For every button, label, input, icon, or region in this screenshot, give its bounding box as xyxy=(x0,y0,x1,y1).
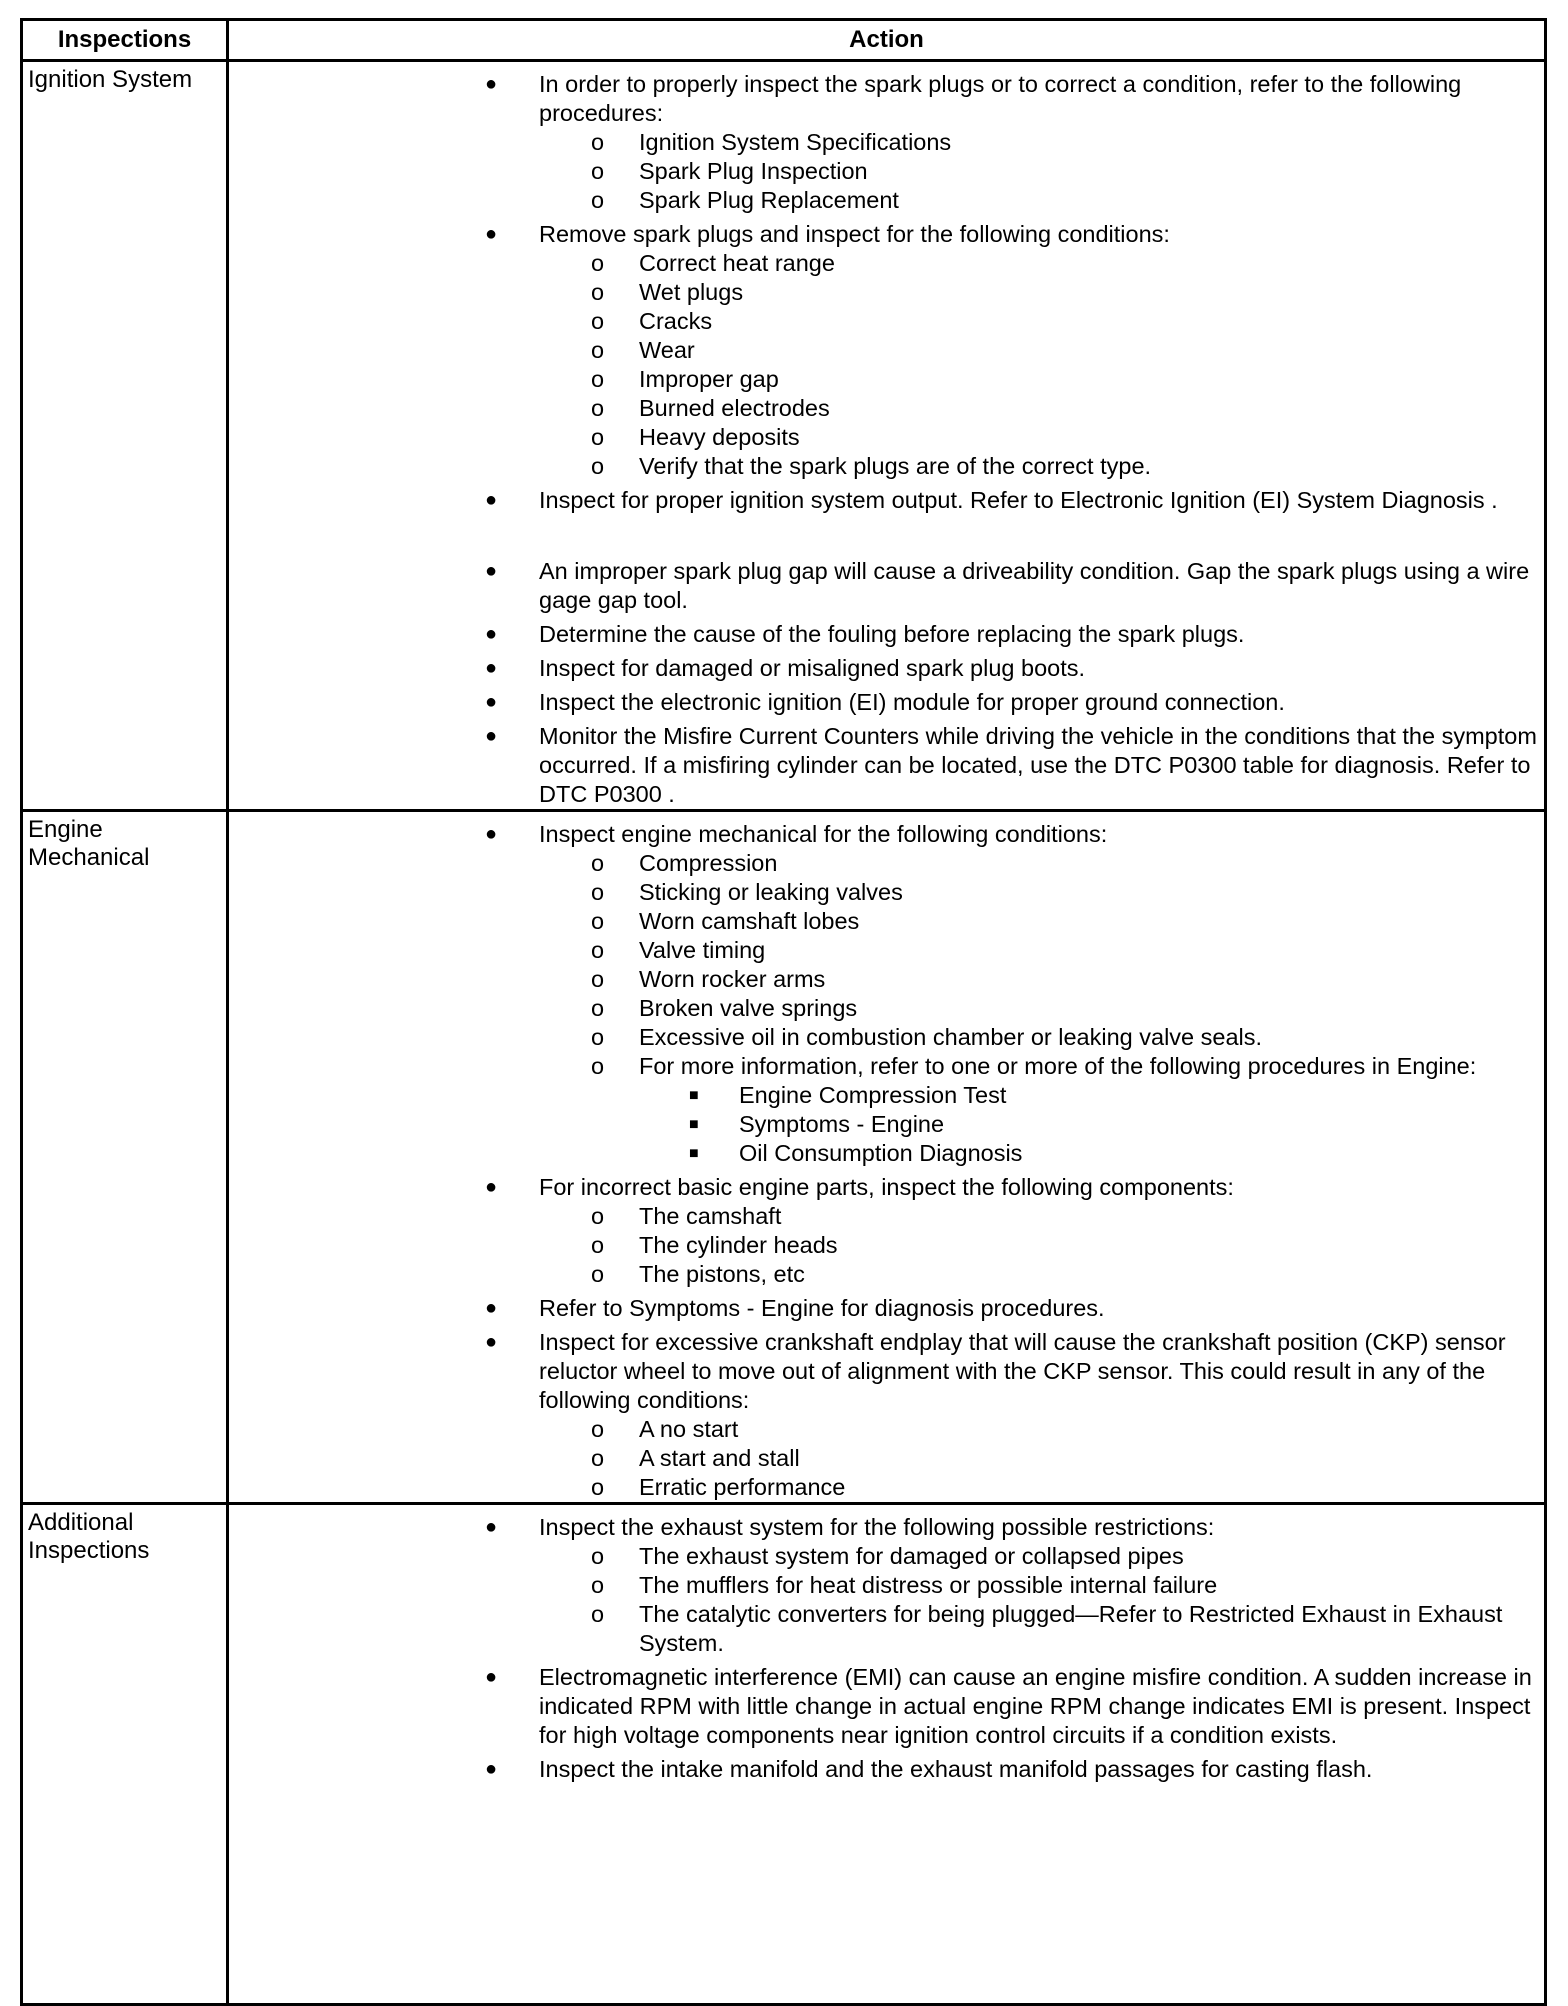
list-item xyxy=(229,688,1540,717)
circle-bullet-icon: o xyxy=(591,158,605,184)
circle-bullet-icon: o xyxy=(591,850,605,876)
list-item-text: Inspect the intake manifold and the exhaust manifold passages for casting flash. xyxy=(539,1756,1373,1782)
list-item-text: Inspect for excessive crankshaft endplay that will cause the crankshaft position (CKP) sensor reluctor wheel to move out of alignment with the CKP sensor. This could result in any of the following conditions: xyxy=(539,1329,1506,1413)
circle-bullet-icon: o xyxy=(591,337,605,363)
bullet-icon: ● xyxy=(485,73,498,95)
list-item xyxy=(229,423,1540,452)
circle-bullet-icon: o xyxy=(591,395,605,421)
list-item xyxy=(229,1473,1540,1502)
bullet-icon: ● xyxy=(485,1176,498,1198)
circle-bullet-icon: o xyxy=(591,1445,605,1471)
list-item-text: Spark Plug Replacement xyxy=(639,187,899,213)
circle-bullet-icon: o xyxy=(591,250,605,276)
circle-bullet-icon: o xyxy=(591,1572,605,1598)
list-item xyxy=(229,1571,1540,1600)
inspection-table xyxy=(20,18,1547,2006)
list-item-text: Inspect for proper ignition system output. Refer to Electronic Ignition (EI) System Diagnosis . xyxy=(539,487,1498,513)
table-row xyxy=(22,1504,1546,2005)
list-item-text: Wet plugs xyxy=(639,279,744,305)
list-item xyxy=(229,1231,1540,1260)
action-cell xyxy=(228,1504,1546,2005)
list-item-text: In order to properly inspect the spark plugs or to correct a condition, refer to the following procedures: xyxy=(539,71,1462,126)
circle-bullet-icon: o xyxy=(591,879,605,905)
list-item-text: An improper spark plug gap will cause a driveability condition. Gap the spark plugs using a wire gage gap tool. xyxy=(539,558,1530,613)
table-row xyxy=(22,61,1546,811)
square-bullet-icon: ■ xyxy=(689,1087,699,1104)
table-body xyxy=(22,61,1546,2005)
list-item xyxy=(229,820,1540,849)
circle-bullet-icon: o xyxy=(591,1053,605,1079)
list-item xyxy=(229,365,1540,394)
list-item-text: Oil Consumption Diagnosis xyxy=(739,1140,1023,1166)
list-item xyxy=(229,1023,1540,1052)
list-item-text: A no start xyxy=(639,1416,739,1442)
circle-bullet-icon: o xyxy=(591,1601,605,1627)
action-cell xyxy=(228,811,1546,1504)
bullet-icon: ● xyxy=(485,725,498,747)
list-item xyxy=(229,128,1540,157)
inspection-cell: Ignition System xyxy=(22,61,228,811)
list-item-text: Spark Plug Inspection xyxy=(639,158,868,184)
list-item-text: Erratic performance xyxy=(639,1474,846,1500)
list-item xyxy=(229,220,1540,249)
action-cell xyxy=(228,61,1546,811)
list-item xyxy=(229,1444,1540,1473)
list-item xyxy=(229,1052,1540,1081)
list-item xyxy=(229,70,1540,128)
circle-bullet-icon: o xyxy=(591,995,605,1021)
list-item-text: Engine Compression Test xyxy=(739,1082,1007,1108)
list-item-text: Improper gap xyxy=(639,366,779,392)
list-item-text: The mufflers for heat distress or possible internal failure xyxy=(639,1572,1218,1598)
circle-bullet-icon: o xyxy=(591,1024,605,1050)
list-item-text: Cracks xyxy=(639,308,713,334)
bullet-icon: ● xyxy=(485,823,498,845)
list-item-text: Correct heat range xyxy=(639,250,835,276)
bullet-icon: ● xyxy=(485,1516,498,1538)
list-item xyxy=(229,249,1540,278)
list-item-text: Burned electrodes xyxy=(639,395,830,421)
list-item xyxy=(229,157,1540,186)
circle-bullet-icon: o xyxy=(591,908,605,934)
list-item xyxy=(229,452,1540,481)
list-item xyxy=(229,1139,1540,1168)
list-item-text: Broken valve springs xyxy=(639,995,858,1021)
bullet-icon: ● xyxy=(485,1758,498,1780)
list-item xyxy=(229,307,1540,336)
list-item xyxy=(229,1600,1540,1658)
list-item-text: Verify that the spark plugs are of the correct type. xyxy=(639,453,1152,479)
circle-bullet-icon: o xyxy=(591,366,605,392)
list-item-text: Excessive oil in combustion chamber or leaking valve seals. xyxy=(639,1024,1263,1050)
list-item-text: Worn rocker arms xyxy=(639,966,826,992)
list-item xyxy=(229,1081,1540,1110)
list-item xyxy=(229,1663,1540,1750)
list-item xyxy=(229,1513,1540,1542)
list-item-text: A start and stall xyxy=(639,1445,800,1471)
list-item-text: Compression xyxy=(639,850,778,876)
list-item xyxy=(229,878,1540,907)
list-item xyxy=(229,965,1540,994)
bullet-icon: ● xyxy=(485,223,498,245)
list-item-text: Inspect engine mechanical for the following conditions: xyxy=(539,821,1108,847)
list-item xyxy=(229,722,1540,809)
bullet-icon: ● xyxy=(485,1297,498,1319)
bullet-icon: ● xyxy=(485,1666,498,1688)
circle-bullet-icon: o xyxy=(591,1203,605,1229)
table-row xyxy=(22,811,1546,1504)
list-item-text: The exhaust system for damaged or collapsed pipes xyxy=(639,1543,1184,1569)
list-item-text: Inspect the exhaust system for the following possible restrictions: xyxy=(539,1514,1215,1540)
square-bullet-icon: ■ xyxy=(689,1116,699,1133)
inspection-cell: Engine Mechanical xyxy=(22,811,228,1504)
list-item xyxy=(229,278,1540,307)
list-item-text: Inspect the electronic ignition (EI) module for proper ground connection. xyxy=(539,689,1285,715)
table-header-row xyxy=(22,20,1546,61)
bullet-icon: ● xyxy=(485,489,498,511)
list-item-text: Ignition System Specifications xyxy=(639,129,952,155)
list-item-text: Refer to Symptoms - Engine for diagnosis procedures. xyxy=(539,1295,1105,1321)
bullet-icon: ● xyxy=(485,657,498,679)
circle-bullet-icon: o xyxy=(591,453,605,479)
bullet-icon: ● xyxy=(485,560,498,582)
list-item xyxy=(229,620,1540,649)
bullet-icon: ● xyxy=(485,1331,498,1353)
inspection-table-document xyxy=(20,18,1544,1794)
list-item-text: Inspect for damaged or misaligned spark plug boots. xyxy=(539,655,1086,681)
list-item xyxy=(229,336,1540,365)
list-item xyxy=(229,1542,1540,1571)
list-item-text: For incorrect basic engine parts, inspect the following components: xyxy=(539,1174,1234,1200)
list-item xyxy=(229,1110,1540,1139)
list-item xyxy=(229,1328,1540,1415)
list-item-text: Heavy deposits xyxy=(639,424,800,450)
circle-bullet-icon: o xyxy=(591,424,605,450)
list-item xyxy=(229,1202,1540,1231)
inspection-cell: Additional Inspections xyxy=(22,1504,228,2005)
circle-bullet-icon: o xyxy=(591,966,605,992)
list-item-text: Valve timing xyxy=(639,937,766,963)
list-item-text: Wear xyxy=(639,337,695,363)
list-item-text: The camshaft xyxy=(639,1203,782,1229)
list-item xyxy=(229,1260,1540,1289)
circle-bullet-icon: o xyxy=(591,1416,605,1442)
list-item-text: Remove spark plugs and inspect for the following conditions: xyxy=(539,221,1170,247)
circle-bullet-icon: o xyxy=(591,1261,605,1287)
circle-bullet-icon: o xyxy=(591,1474,605,1500)
list-item-text: Monitor the Misfire Current Counters while driving the vehicle in the conditions that the symptom occurred. If a misfiring cylinder can be located, use the DTC P0300 table for diagnosis. Refer to DTC P0300 . xyxy=(539,723,1537,807)
header-action: Action xyxy=(228,20,1546,61)
list-item xyxy=(229,486,1540,515)
circle-bullet-icon: o xyxy=(591,937,605,963)
circle-bullet-icon: o xyxy=(591,308,605,334)
list-item xyxy=(229,936,1540,965)
list-item xyxy=(229,1173,1540,1202)
circle-bullet-icon: o xyxy=(591,1543,605,1569)
list-item-text: Electromagnetic interference (EMI) can cause an engine misfire condition. A sudden increase in indicated RPM with little change in actual engine RPM change indicates EMI is present. Inspect for high voltage components near ignition control circuits if a condition exists. xyxy=(539,1664,1532,1748)
list-item xyxy=(229,1294,1540,1323)
list-item xyxy=(229,654,1540,683)
list-item xyxy=(229,907,1540,936)
circle-bullet-icon: o xyxy=(591,187,605,213)
list-item xyxy=(229,557,1540,615)
list-item xyxy=(229,994,1540,1023)
list-item-text: Symptoms - Engine xyxy=(739,1111,945,1137)
list-item xyxy=(229,1415,1540,1444)
header-inspections: Inspections xyxy=(22,20,228,61)
list-item xyxy=(229,394,1540,423)
list-item-text: The catalytic converters for being plugged—Refer to Restricted Exhaust in Exhaust System. xyxy=(639,1601,1503,1656)
list-item xyxy=(229,1755,1540,1784)
list-item xyxy=(229,186,1540,215)
circle-bullet-icon: o xyxy=(591,279,605,305)
circle-bullet-icon: o xyxy=(591,1232,605,1258)
list-item-text: Sticking or leaking valves xyxy=(639,879,903,905)
list-item-text: The cylinder heads xyxy=(639,1232,838,1258)
list-item-text: The pistons, etc xyxy=(639,1261,805,1287)
list-item-text: Worn camshaft lobes xyxy=(639,908,860,934)
square-bullet-icon: ■ xyxy=(689,1145,699,1162)
list-item xyxy=(229,849,1540,878)
list-item-text: Determine the cause of the fouling before replacing the spark plugs. xyxy=(539,621,1245,647)
list-item-text: For more information, refer to one or more of the following procedures in Engine: xyxy=(639,1053,1477,1079)
bullet-icon: ● xyxy=(485,691,498,713)
bullet-icon: ● xyxy=(485,623,498,645)
circle-bullet-icon: o xyxy=(591,129,605,155)
